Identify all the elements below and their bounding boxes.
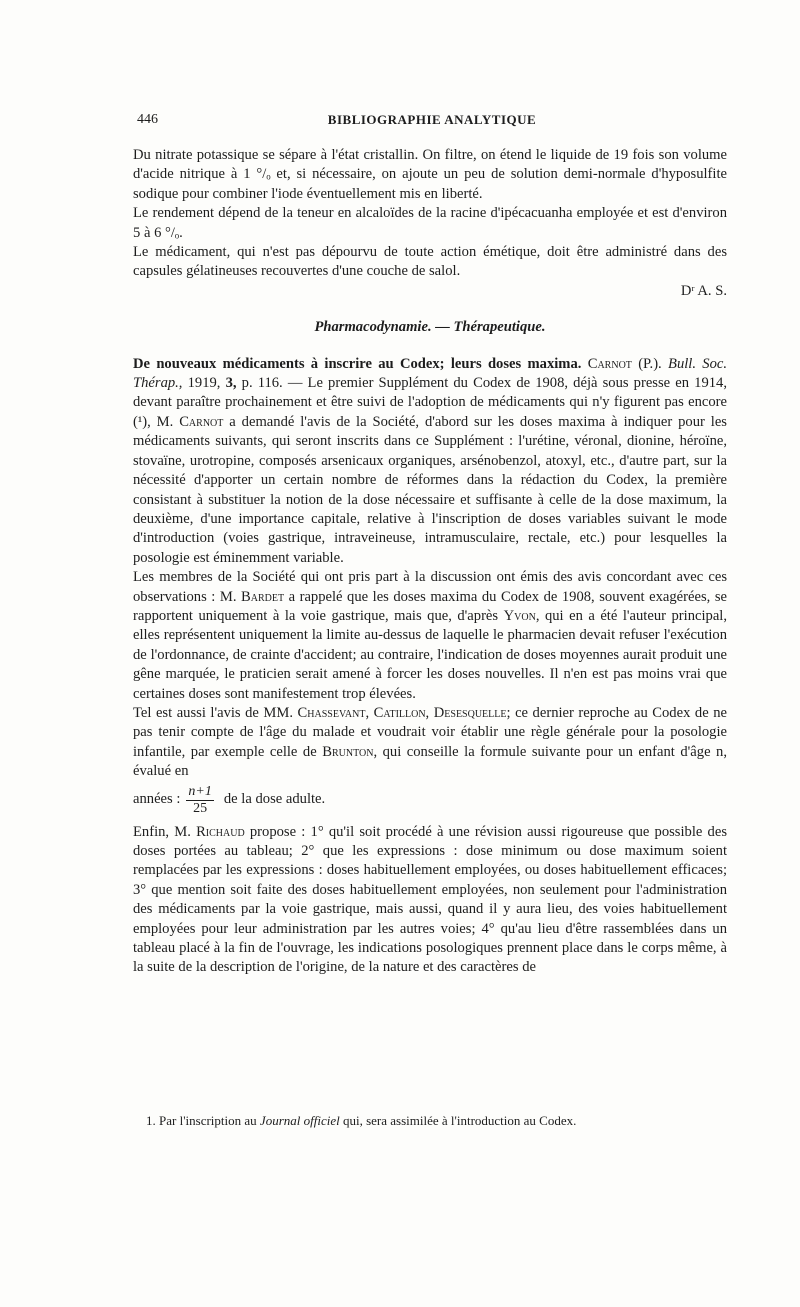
formula-line: [133, 784, 727, 817]
signature: Dʳ A. S.: [680, 282, 727, 299]
article-text-1-end: a demandé l'avis de la Société, d'abord sur les doses maxima à indiquer pour les médicaments suivants, qui seront inscrits dans ce Supplément : l'urétine, véronal, dionine, héroïne, stovaïne, urotropine, composés arsenicaux organiques, arsénobenzol, atoxyl, etc., d'autre part, sur la nécessité d'apporter un certain nombre de réformes dans la rédaction du Codex, la première consistant à substituer la notion de la dose nécessaire et suffisante à celle de la dose maximum, la deuxième, d'une importance capitale, relative à l'inscription de doses variables suivant le mode d'introduction (voies gastrique, intraveineuse, intramusculaire, rectale, etc.) pour lesquelles la posologie est éminemment variable.: [133, 413, 727, 566]
article-text-1: — Le premier Supplément du Codex de 1908, déjà sous presse en 1914, devant paraître prochainement et être suivi de l'adoption de médicaments qui n'y figurent pas encore (¹), M.: [133, 375, 727, 430]
journal-year: 1919,: [187, 375, 221, 392]
article-text-2b: a rappelé que les doses maxima du Codex de 1908, souvent exagérées, se rapportent uniquement à la voie gastrique, mais que, d'après: [133, 588, 727, 624]
formula-lead: années :: [133, 791, 181, 808]
intro-paragraph-2: Le rendement dépend de la teneur en alcaloïdes de la racine d'ipécacuanha employée et est d'environ 5 à 6 °/ₒ.: [133, 205, 727, 241]
author-yvon: Yvon: [503, 607, 536, 624]
article-text-3c: , qui conseille la formule suivante pour un enfant d'âge n, évalué en: [133, 743, 727, 780]
formula-denominator: 25: [193, 800, 208, 816]
article-text-2c: , qui en a été l'auteur principal, elles représentent uniquement la limite au-dessus de laquelle le pharmacien devait refuser l'exécution de l'ordonnance, de crainte d'accident; au contraire, l'indication de doses moyennes aurait produit une gêne marquée, le praticien serait amené à forcer les doses nouvelles. Il n'en est pas moins vrai que certaines doses sont manifestement trop élevées.: [133, 607, 727, 702]
article-text-3a: Tel est aussi l'avis de MM.: [133, 704, 298, 721]
article-paragraph-3: [133, 704, 727, 782]
article-text-4b: propose : 1° qu'il soit procédé à une révision aussi rigoureuse que possible des doses portées au tableau; 2° que les expressions : dose minimum ou dose maximum soient remplacées par les expressions : doses habituellement employées, ou doses habituellement efficaces; 3° que mention soit faite des doses habituellement employées, non seulement pour l'administration des médicaments par la voie gastrique, mais aussi, quand il y aura lieu, des voies habituellement employées pour leur administration par les autres voies; 4° qu'au lieu d'être rassemblées dans un tableau placé à la fin de l'ouvrage, les indications posologiques prennent place dans le corps même, à la suite de la description de l'origine, de la nature et des caractères de: [133, 823, 728, 976]
article-text-2a: Les membres de la Société qui ont pris part à la discussion ont émis des avis concordant avec ces observations : M.: [133, 569, 727, 605]
footnote-text-b: qui, sera assimilée à l'introduction au Codex.: [339, 1113, 577, 1128]
formula-tail: de la dose adulte.: [223, 791, 326, 808]
footnote-journal: Journal officiel: [259, 1113, 340, 1128]
article-title: De nouveaux médicaments à inscrire au Codex; leurs doses maxima.: [133, 355, 582, 372]
section-heading: Pharmacodynamie. — Thérapeutique.: [314, 319, 546, 336]
intro-paragraph-3: Le médicament, qui n'est pas dépourvu de toute action émétique, doit être administré dans des capsules gélatineuses recouvertes d'une couche de salol.: [133, 244, 727, 280]
author-brunton: Brunton: [322, 743, 374, 760]
author-richaud: Richaud: [196, 823, 245, 840]
article-paragraph-2: [133, 568, 727, 704]
running-head: BIBLIOGRAPHIE ANALYTIQUE: [327, 112, 537, 127]
article-text-3b: ; ce dernier reproche au Codex de ne pas tenir compte de l'âge du malade et voudrait voir établir une règle générale pour la posologie infantile, par exemple celle de: [133, 704, 727, 760]
journal-volume: 3,: [225, 375, 237, 392]
authors-list: Chassevant, Catillon, Desesquelle: [297, 704, 507, 721]
author-bardet: Bardet: [241, 588, 285, 605]
page-number: 446: [137, 112, 158, 127]
footnote: [146, 1112, 736, 1130]
article-text-4a: Enfin, M.: [133, 823, 197, 840]
footnote-text-a: 1. Par l'inscription au: [146, 1113, 260, 1128]
page-header: [137, 112, 727, 136]
article-paragraph-1: [133, 355, 727, 568]
journal-name: Bull. Soc. Thérap.,: [133, 355, 728, 392]
page-body: [133, 146, 727, 978]
journal-pages: p. 116.: [241, 375, 283, 392]
formula-fraction: [186, 784, 213, 817]
article-author: Carnot (P.).: [587, 355, 662, 372]
article-paragraph-4: [133, 823, 727, 978]
formula-numerator: n+1: [188, 783, 212, 799]
author-carnot: Carnot: [179, 413, 224, 430]
intro-paragraph-1: Du nitrate potassique se sépare à l'état cristallin. On filtre, on étend le liquide de 19 fois son volume d'acide nitrique à 1 °/ₒ et, si nécessaire, on ajoute un peu de solution demi-normale d'hyposulfite sodique pour combiner l'iode éventuellement mis en liberté.: [133, 147, 727, 202]
